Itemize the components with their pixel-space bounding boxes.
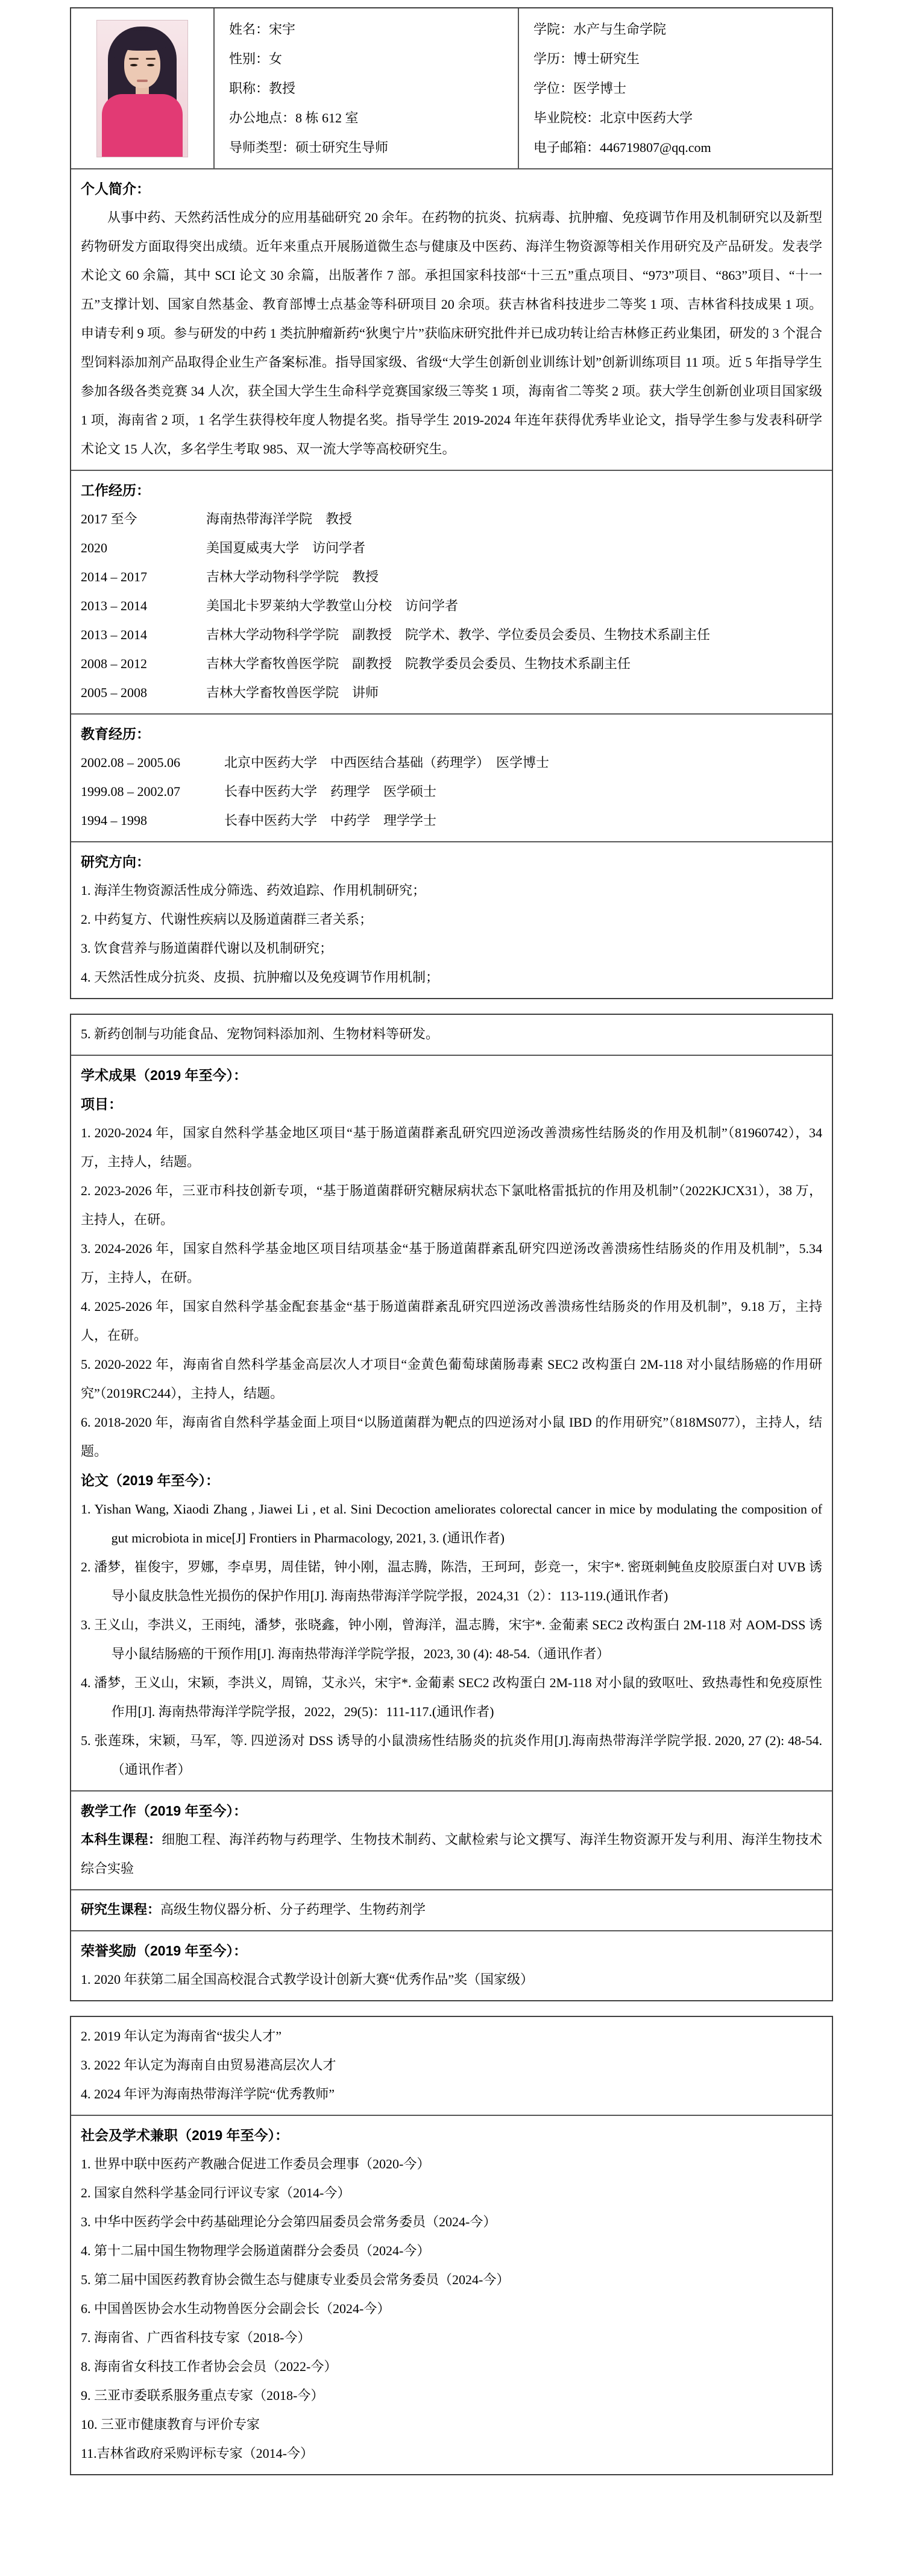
- education-row: [81, 806, 822, 835]
- field-office-value: 8 栋 612 室: [295, 110, 359, 125]
- intro-paragraph: 从事中药、天然药活性成分的应用基础研究 20 余年。在药物的抗炎、抗病毒、抗肿瘤、免疫调节作用及机制研究以及新型药物研发方面取得突出成绩。近年来重点开展肠道微生态与健康及中医药、海洋生物资源等相关作用研究及产品研发。发表学术论文 60 余篇，其中 SCI 论文 30 余篇，出版著作 7 部。承担国家科技部“十三五”重点项目、“973”项目、“863”项目、“十一五”支撑计划、国家自然基金、教育部博士点基金等科研项目 20 余项。获吉林省科技进步二等奖 1 项、吉林省科技成果 1 项。申请专利 9 项。参与研发的中药 1 类抗肿瘤新药“狄奥宁片”获临床研究批件并已成功转让给吉林修正药业集团，研发的 3 个混合型饲料添加剂产品取得企业生产备案标准。指导国家级、省级“大学生创新创业训练计划”创新训练项目 11 项。近 5 年指导学生参加各级各类竞赛 34 人次，获全国大学生生命科学竞赛国家级三等奖 1 项，海南省二等奖 2 项。获大学生创新创业项目国家级 1 项，海南省 2 项，1 名学生获得校年度人物提名奖。指导学生 2019-2024 年连年获得优秀毕业论文，指导学生参与发表科研学术论文 15 人次，多名学生考取 985、双一流大学等高校研究生。: [81, 210, 822, 456]
- work-row: [81, 592, 822, 620]
- field-title-label: 职称：: [229, 81, 269, 96]
- education-row: [81, 777, 822, 806]
- project-item: 1. 2020-2024 年，国家自然科学基金地区项目“基于肠道菌群紊乱研究四逆汤改善溃疡性结肠炎的作用及机制”（81960742），34 万，主持人，结题。: [81, 1125, 822, 1169]
- education-details: 长春中医药大学 药理学 医学硕士: [224, 784, 437, 799]
- membership-item: 10. 三亚市健康教育与评价专家: [81, 2417, 260, 2432]
- field-email: [533, 133, 817, 162]
- membership-item: 6. 中国兽医协会水生动物兽医分会副会长（2024-今）: [81, 2301, 391, 2316]
- field-title-value: 教授: [269, 81, 296, 96]
- research-item: 3. 饮食营养与肠道菌群代谢以及机制研究；: [81, 941, 333, 956]
- work-details: 海南热带海洋学院 教授: [206, 511, 353, 526]
- field-advisor-type: [229, 133, 503, 162]
- field-email-label: 电子邮箱：: [533, 140, 600, 155]
- section-education-title: 教育经历：: [81, 726, 150, 742]
- field-education-level: [533, 44, 817, 74]
- section-work-title: 工作经历：: [81, 482, 150, 498]
- paper-item: 5. 张莲珠，宋颖，马军，等. 四逆汤对 DSS 诱导的小鼠溃疡性结肠炎的抗炎作用[J].海南热带海洋学院学报. 2020, 27 (2): 48-54. （通讯作者）: [81, 1733, 822, 1777]
- paper-item: 1. Yishan Wang, Xiaodi Zhang , Jiawei Li , et al. Sini Decoction ameliorates colorectal cancer in mice by modulating the composition of gut microbiota in mice[J] Frontiers in Pharmacology, 2021, 3. (通讯作者): [81, 1501, 822, 1545]
- honor-item: 3. 2022 年认定为海南自由贸易港高层次人才: [81, 2057, 336, 2072]
- section-education: [71, 713, 832, 841]
- work-period: 2014 – 2017: [81, 569, 147, 584]
- project-item: 6. 2018-2020 年，海南省自然科学基金面上项目“以肠道菌群为靶点的四逆汤对小鼠 IBD 的作用研究”（818MS077），主持人，结题。: [81, 1415, 822, 1459]
- field-name-value: 宋宇: [269, 22, 296, 37]
- field-degree: [533, 74, 817, 103]
- work-details: 吉林大学畜牧兽医学院 讲师: [206, 685, 379, 700]
- work-details: 吉林大学动物科学学院 教授: [206, 569, 379, 584]
- education-details: 北京中医药大学 中西医结合基础（药理学） 医学博士: [224, 755, 550, 770]
- section-research: [71, 841, 832, 998]
- work-period: 2013 – 2014: [81, 627, 147, 642]
- project-item: 2. 2023-2026 年，三亚市科技创新专项，“基于肠道菌群研究糖尿病状态下氯吡格雷抵抗的作用及机制”（2022KJCX31），38 万，主持人，在研。: [81, 1183, 822, 1227]
- photo-mouth: [137, 80, 148, 82]
- profile-table-2: [70, 1014, 833, 2001]
- field-education-level-label: 学历：: [533, 51, 574, 66]
- profile-table-3: [70, 2016, 833, 2475]
- work-details: 美国夏威夷大学 访问学者: [206, 540, 366, 555]
- work-period: 2008 – 2012: [81, 656, 147, 671]
- field-title: [229, 74, 503, 103]
- work-row: [81, 678, 822, 707]
- membership-item: 5. 第二届中国医药教育协会微生态与健康专业委员会常务委员（2024-今）: [81, 2272, 510, 2287]
- section-honors-title: 荣誉奖励（2019 年至今）：: [81, 1943, 248, 1959]
- field-office: [229, 103, 503, 133]
- membership-item: 7. 海南省、广西省科技专家（2018-今）: [81, 2330, 311, 2345]
- portrait-photo: [97, 21, 187, 157]
- field-alma-mater-label: 毕业院校：: [533, 110, 600, 125]
- field-office-label: 办公地点：: [229, 110, 296, 125]
- photo-eye-left: [130, 64, 137, 66]
- project-item: 5. 2020-2022 年，海南省自然科学基金高层次人才项目“金黄色葡萄球菌肠毒素 SEC2 改构蛋白 2M-118 对小鼠结肠癌的作用研究”（2019RC244），主持人，结题。: [81, 1357, 822, 1401]
- section-honors: [71, 1930, 832, 2000]
- photo-shirt: [102, 94, 183, 157]
- academic-info-column: [519, 8, 832, 168]
- education-period: 2002.08 – 2005.06: [81, 755, 180, 770]
- section-research-title: 研究方向：: [81, 854, 150, 870]
- field-gender-label: 性别：: [229, 51, 269, 66]
- membership-item: 3. 中华中医药学会中药基础理论分会第四届委员会常务委员（2024-今）: [81, 2214, 497, 2229]
- grad-courses-value: 高级生物仪器分析、分子药理学、生物药剂学: [160, 1902, 426, 1917]
- section-memberships: [71, 2115, 832, 2474]
- section-memberships-title: 社会及学术兼职（2019 年至今）：: [81, 2127, 289, 2143]
- photo-eye-right: [147, 64, 154, 66]
- paper-item: 2. 潘梦，崔俊宇，罗娜，李卓男，周佳锘，钟小刚，温志腾，陈浩，王珂珂，彭竞一，宋宇*. 密斑刺鲀鱼皮胶原蛋白对 UVB 诱导小鼠皮肤急性光损伤的保护作用[J]. 海南热带海洋学院学报，2024,31（2）：113-119.(通讯作者): [81, 1559, 822, 1603]
- honor-item: 1. 2020 年获第二届全国高校混合式教学设计创新大赛“优秀作品”奖（国家级）: [81, 1972, 534, 1987]
- membership-item: 4. 第十二届中国生物物理学会肠道菌群分会委员（2024-今）: [81, 2243, 430, 2258]
- research-item: 1. 海洋生物资源活性成分筛选、药效追踪、作用机制研究；: [81, 883, 426, 898]
- honors-overflow-row: [71, 2017, 832, 2115]
- field-degree-label: 学位：: [533, 81, 574, 96]
- header-row: [71, 8, 832, 168]
- project-item: 3. 2024-2026 年，国家自然科学基金地区项目结项基金“基于肠道菌群紊乱研究四逆汤改善溃疡性结肠炎的作用及机制”，5.34 万，主持人，在研。: [81, 1241, 822, 1285]
- honor-item: 4. 2024 年评为海南热带海洋学院“优秀教师”: [81, 2086, 335, 2101]
- undergrad-courses-label: 本科生课程：: [81, 1832, 162, 1847]
- papers-label: 论文（2019 年至今）：: [81, 1473, 220, 1488]
- photo-hair-front: [115, 30, 169, 51]
- field-college-value: 水产与生命学院: [573, 22, 667, 37]
- work-row: [81, 534, 822, 563]
- membership-item: 1. 世界中联中医药产教融合促进工作委员会理事（2020-今）: [81, 2156, 430, 2171]
- grad-courses-row: [71, 1889, 832, 1930]
- section-intro: [71, 168, 832, 470]
- section-achievements: [71, 1055, 832, 1790]
- field-advisor-type-label: 导师类型：: [229, 140, 296, 155]
- field-gender: [229, 44, 503, 74]
- section-intro-title: 个人简介：: [81, 181, 150, 197]
- grad-courses: [81, 1895, 822, 1924]
- work-row: [81, 649, 822, 678]
- work-details: 吉林大学动物科学学院 副教授 院学术、教学、学位委员会委员、生物技术系副主任: [206, 627, 711, 642]
- field-education-level-value: 博士研究生: [573, 51, 640, 66]
- membership-item: 2. 国家自然科学基金同行评议专家（2014-今）: [81, 2185, 351, 2200]
- education-row: [81, 748, 822, 777]
- photo-brow-left: [129, 58, 139, 60]
- projects-label: 项目：: [81, 1096, 122, 1112]
- section-work: [71, 470, 832, 713]
- field-name-label: 姓名：: [229, 22, 269, 37]
- field-degree-value: 医学博士: [573, 81, 627, 96]
- project-item: 4. 2025-2026 年，国家自然科学基金配套基金“基于肠道菌群紊乱研究四逆汤改善溃疡性结肠炎的作用及机制”，9.18 万，主持人，在研。: [81, 1299, 822, 1343]
- membership-item: 9. 三亚市委联系服务重点专家（2018-今）: [81, 2388, 324, 2403]
- field-college: [533, 14, 817, 44]
- education-period: 1994 – 1998: [81, 813, 147, 828]
- profile-table-1: [70, 7, 833, 999]
- field-alma-mater-value: 北京中医药大学: [600, 110, 693, 125]
- work-period: 2017 至今: [81, 511, 137, 526]
- grad-courses-label: 研究生课程：: [81, 1902, 161, 1917]
- photo-cell: [71, 8, 215, 168]
- work-row: [81, 505, 822, 534]
- photo-brow-right: [146, 58, 156, 60]
- work-row: [81, 620, 822, 649]
- undergrad-courses-value: 细胞工程、海洋药物与药理学、生物技术制药、文献检索与论文撰写、海洋生物资源开发与利用、海洋生物技术综合实验: [81, 1832, 822, 1876]
- membership-item: 11.吉林省政府采购评标专家（2014-今）: [81, 2446, 314, 2461]
- section-teaching-title: 教学工作（2019 年至今）：: [81, 1803, 248, 1819]
- field-advisor-type-value: 硕士研究生导师: [295, 140, 389, 155]
- field-gender-value: 女: [269, 51, 283, 66]
- research-item: 2. 中药复方、代谢性疾病以及肠道菌群三者关系；: [81, 912, 373, 927]
- field-email-value: 446719807@qq.com: [600, 140, 711, 155]
- membership-item: 8. 海南省女科技工作者协会会员（2022-今）: [81, 2359, 338, 2374]
- work-details: 美国北卡罗莱纳大学教堂山分校 访问学者: [206, 598, 459, 613]
- section-teaching: [71, 1790, 832, 1889]
- work-period: 2020: [81, 540, 107, 555]
- work-row: [81, 563, 822, 592]
- work-details: 吉林大学畜牧兽医学院 副教授 院教学委员会委员、生物技术系副主任: [206, 656, 631, 671]
- field-college-label: 学院：: [533, 22, 574, 37]
- honor-item: 2. 2019 年认定为海南省“拔尖人才”: [81, 2028, 282, 2044]
- basic-info-column: [215, 8, 519, 168]
- paper-item: 3. 王义山，李洪义，王雨纯，潘梦，张晓鑫，钟小刚，曾海洋，温志腾，宋宇*. 金葡素 SEC2 改构蛋白 2M-118 对 AOM-DSS 诱导小鼠结肠癌的干预作用[J]. 海南热带海洋学院学报，2023, 30 (4): 48-54.（通讯作者）: [81, 1617, 822, 1661]
- research-item: 4. 天然活性成分抗炎、皮损、抗肿瘤以及免疫调节作用机制；: [81, 970, 439, 985]
- section-achievements-title: 学术成果（2019 年至今）：: [81, 1067, 248, 1083]
- research-item-5-row: [71, 1015, 832, 1055]
- education-period: 1999.08 – 2002.07: [81, 784, 180, 799]
- work-period: 2005 – 2008: [81, 685, 147, 700]
- paper-item: 4. 潘梦，王义山，宋颖，李洪义，周锦，艾永兴，宋宇*. 金葡素 SEC2 改构蛋白 2M-118 对小鼠的致呕吐、致热毒性和免疫原性作用[J]. 海南热带海洋学院学报，2022，29(5)：111-117.(通讯作者): [81, 1675, 822, 1719]
- field-alma-mater: [533, 103, 817, 133]
- education-details: 长春中医药大学 中药学 理学学士: [224, 813, 437, 828]
- work-period: 2013 – 2014: [81, 598, 147, 613]
- field-name: [229, 14, 503, 44]
- undergrad-courses: [81, 1825, 822, 1883]
- research-item: 5. 新药创制与功能食品、宠物饲料添加剂、生物材料等研发。: [81, 1026, 439, 1041]
